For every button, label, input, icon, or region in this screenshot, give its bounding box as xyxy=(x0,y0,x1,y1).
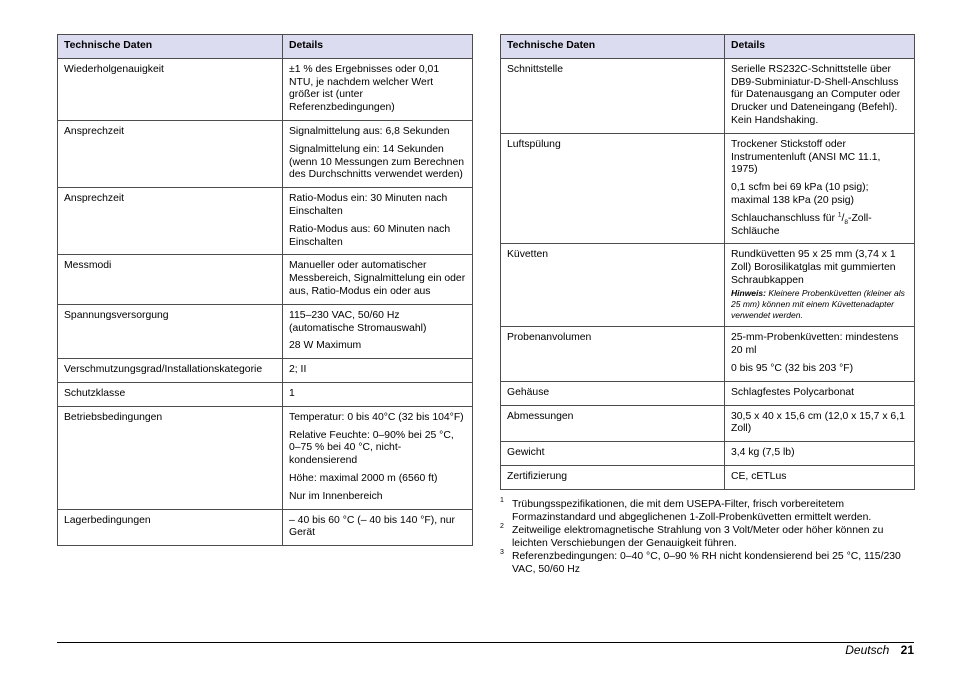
spec-label: Verschmutzungsgrad/Installationskategorie xyxy=(58,359,283,383)
spec-details xyxy=(283,188,473,255)
spec-detail-text: 0,1 scfm bei 69 kPa (10 psig); maximal 138 kPa (20 psig) xyxy=(731,182,869,206)
table-row xyxy=(58,188,473,255)
footnotes xyxy=(500,498,914,576)
footer-language: Deutsch xyxy=(845,643,890,657)
table-row xyxy=(58,255,473,304)
table-row xyxy=(501,381,915,405)
spec-label: Lagerbedingungen xyxy=(58,509,283,546)
spec-detail-text: 28 W Maximum xyxy=(289,340,362,352)
table-header-row xyxy=(501,35,915,59)
spec-details xyxy=(725,133,915,244)
footnote-text: Zeitweilige elektromagnetische Strahlung von 3 Volt/Meter oder höher können zu leichten Verschiebungen der Genauigkeit führen. xyxy=(512,525,884,549)
table-row xyxy=(501,58,915,133)
footnote xyxy=(500,524,914,550)
fraction-numerator: 1 xyxy=(837,211,842,219)
spec-detail-text: Höhe: maximal 2000 m (6560 ft) xyxy=(289,472,438,484)
spec-label: Schutzklasse xyxy=(58,382,283,406)
footnote-number: 1 xyxy=(500,497,504,504)
spec-detail-text: Relative Feuchte: 0–90% bei 25 °C, 0–75 % bei 40 °C, nicht-kondensierend xyxy=(289,429,454,467)
table-row xyxy=(58,58,473,120)
spec-detail-text: Schlagfestes Polycarbonat xyxy=(731,386,855,398)
spec-detail-text: Rundküvetten 95 x 25 mm (3,74 x 1 Zoll) Borosilikatglas mit gummierten Schraubkappen xyxy=(731,249,896,286)
column-header-technical-data: Technische Daten xyxy=(58,35,283,59)
note-text xyxy=(731,288,908,322)
hose-suffix: -Zoll-Schläuche xyxy=(731,212,872,237)
spec-details xyxy=(725,381,915,405)
spec-details xyxy=(283,58,473,120)
spec-detail-text: Signalmittelung ein: 14 Sekunden (wenn 10 Messungen zum Berechnen des Durchschnitts verwendet werden) xyxy=(289,143,465,181)
spec-detail-text: 25-mm-Probenküvetten: mindestens 20 ml xyxy=(731,332,899,357)
spec-details xyxy=(725,58,915,133)
page-number: 21 xyxy=(900,643,914,657)
spec-label: Probenanvolumen xyxy=(501,327,725,381)
spec-detail-text: 0 bis 95 °C (32 bis 203 °F) xyxy=(731,362,854,374)
spec-label: Wiederholgenauigkeit xyxy=(58,58,283,120)
spec-detail-text: Manueller oder automatischer Messbereich, Signalmittelung ein oder aus, Ratio-Modus ein oder aus xyxy=(289,260,466,297)
specs-table-right xyxy=(500,34,915,490)
footnote-text: Trübungsspezifikationen, die mit dem USEPA-Filter, frisch vorbereitetem Formazinstandard und abgeglichenen 1-Zoll-Probenküvetten ermittelt werden. xyxy=(512,499,872,523)
spec-detail-text: 115–230 VAC, 50/60 Hz (automatische Stromauswahl) xyxy=(289,309,427,334)
spec-label: Spannungsversorgung xyxy=(58,304,283,358)
table-header-row xyxy=(58,35,473,59)
table-row xyxy=(58,120,473,187)
specs-table-left xyxy=(57,34,473,546)
table-row xyxy=(58,382,473,406)
spec-detail-text: – 40 bis 60 °C (– 40 bis 140 °F), nur Gerät xyxy=(289,514,455,539)
table-row xyxy=(58,359,473,383)
table-row xyxy=(501,442,915,466)
spec-details xyxy=(283,359,473,383)
spec-detail-text: CE, cETLus xyxy=(731,470,787,482)
spec-label: Schnittstelle xyxy=(501,58,725,133)
table-row xyxy=(501,405,915,442)
spec-detail-text: Nur im Innenbereich xyxy=(289,490,383,502)
note-label: Hinweis: xyxy=(731,287,766,298)
spec-details xyxy=(725,405,915,442)
table-row xyxy=(58,406,473,509)
spec-detail-text: 3,4 kg (7,5 lb) xyxy=(731,447,795,459)
footnote xyxy=(500,498,914,524)
spec-detail-text: ±1 % des Ergebnisses oder 0,01 NTU, je nachdem welcher Wert größer ist (unter Referenzbedingungen) xyxy=(289,63,440,114)
spec-detail-text: 30,5 x 40 x 15,6 cm (12,0 x 15,7 x 6,1 Zoll) xyxy=(731,410,905,435)
spec-label: Ansprechzeit xyxy=(58,188,283,255)
spec-detail-text: 1 xyxy=(289,387,295,399)
spec-details xyxy=(725,465,915,489)
spec-label: Ansprechzeit xyxy=(58,120,283,187)
spec-details xyxy=(283,120,473,187)
spec-label: Zertifizierung xyxy=(501,465,725,489)
table-row xyxy=(501,465,915,489)
footnote xyxy=(500,550,914,576)
spec-label: Abmessungen xyxy=(501,405,725,442)
spec-label: Luftspülung xyxy=(501,133,725,244)
spec-label: Messmodi xyxy=(58,255,283,304)
spec-details xyxy=(283,509,473,546)
spec-details xyxy=(725,327,915,381)
spec-detail-text: Signalmittelung aus: 6,8 Sekunden xyxy=(289,125,450,137)
spec-detail-text: Ratio-Modus aus: 60 Minuten nach Einschalten xyxy=(289,223,451,248)
spec-details xyxy=(283,255,473,304)
spec-details xyxy=(283,304,473,358)
spec-detail-text: 2; II xyxy=(289,364,307,376)
footnote-number: 2 xyxy=(500,523,504,530)
spec-label: Betriebsbedingungen xyxy=(58,406,283,509)
spec-detail-text: Ratio-Modus ein: 30 Minuten nach Einschalten xyxy=(289,193,448,217)
spec-detail-text: Temperatur: 0 bis 40°C (32 bis 104°F) xyxy=(289,411,464,423)
table-row xyxy=(501,327,915,381)
page-footer xyxy=(845,643,914,657)
table-row xyxy=(58,304,473,358)
fraction-slash: / xyxy=(841,212,845,224)
spec-details xyxy=(283,406,473,509)
table-row xyxy=(501,244,915,327)
column-header-technical-data: Technische Daten xyxy=(501,35,725,59)
column-header-details: Details xyxy=(283,35,473,59)
spec-details xyxy=(725,244,915,327)
table-row xyxy=(501,133,915,244)
spec-detail-text xyxy=(731,213,908,239)
spec-label: Gewicht xyxy=(501,442,725,466)
fraction-denominator: 8 xyxy=(844,218,848,226)
spec-detail-text: Serielle RS232C-Schnittstelle über DB9-Subminiatur-D-Shell-Anschluss für Datenausgang an Computer oder Drucker und Dateneingang (Befehl). Kein Handshaking. xyxy=(731,63,901,126)
specs-table-left-body xyxy=(58,58,473,545)
footer-divider xyxy=(57,642,914,643)
footnote-text: Referenzbedingungen: 0–40 °C, 0–90 % RH nicht kondensierend bei 25 °C, 115/230 VAC, 50/60 Hz xyxy=(512,551,901,575)
specs-table-right-body xyxy=(501,58,915,489)
spec-detail-text: Trockener Stickstoff oder Instrumentenluft (ANSI MC 11.1, 1975) xyxy=(731,138,881,176)
footnote-number: 3 xyxy=(500,549,504,556)
column-header-details: Details xyxy=(725,35,915,59)
spec-label: Gehäuse xyxy=(501,381,725,405)
spec-details xyxy=(283,382,473,406)
spec-details xyxy=(725,442,915,466)
hose-prefix: Schlauchanschluss für xyxy=(731,212,838,224)
note-body: Kleinere Probenküvetten (kleiner als 25 mm) können mit einem Küvettenadapter verwendet werden. xyxy=(731,287,905,321)
spec-label: Küvetten xyxy=(501,244,725,327)
table-row xyxy=(58,509,473,546)
